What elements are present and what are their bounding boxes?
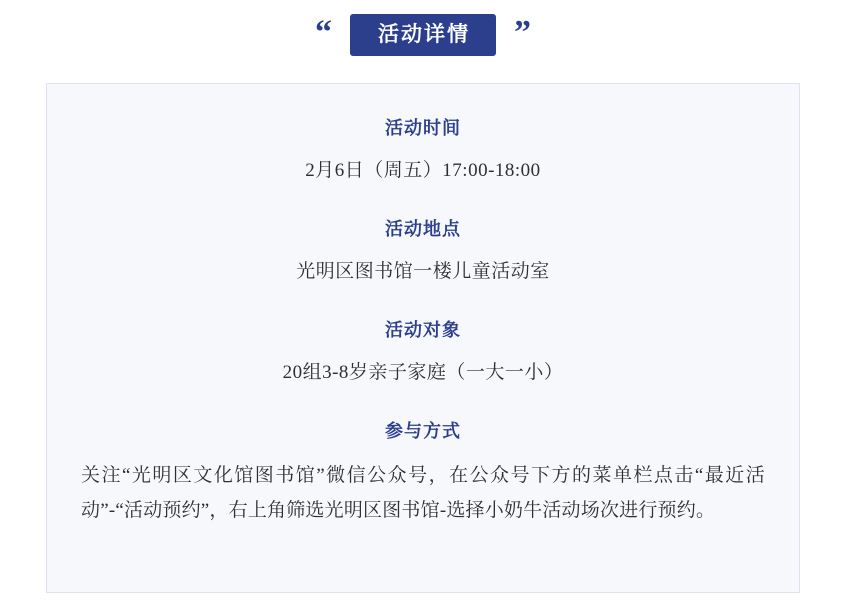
section-participation-method	[77, 417, 769, 528]
section-body: 2月6日（周五）17:00-18:00	[305, 159, 541, 181]
section-body: 20组3-8岁亲子家庭（一大一小）	[282, 361, 564, 383]
section-activity-audience	[77, 316, 769, 389]
section-title: 参与方式	[385, 421, 461, 442]
page-title: 活动详情	[350, 14, 496, 56]
details-card	[46, 83, 800, 593]
section-body: 光明区图书馆一楼儿童活动室	[296, 260, 550, 282]
quote-open-icon: “	[315, 14, 332, 51]
quote-close-icon: ”	[514, 14, 531, 51]
section-activity-location	[77, 215, 769, 288]
section-title: 活动对象	[385, 320, 461, 341]
section-title: 活动时间	[385, 118, 461, 138]
section-title: 活动地点	[385, 219, 461, 240]
section-activity-time	[77, 114, 769, 187]
activity-details-header	[0, 0, 846, 62]
section-body: 关注“光明区文化馆图书馆”微信公众号，在公众号下方的菜单栏点击“最近活动”-“活动预约”，右上角筛选光明区图书馆-选择小奶牛活动场次进行预约。	[81, 465, 765, 522]
